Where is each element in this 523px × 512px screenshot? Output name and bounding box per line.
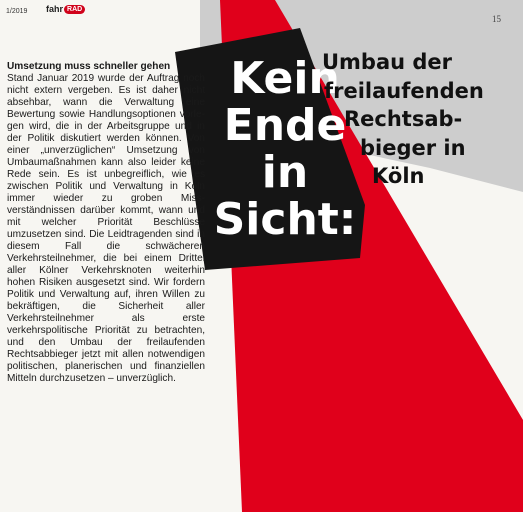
issue-number: 1/2019 [6, 8, 28, 15]
subheadline-line: bieger in [360, 135, 466, 160]
magazine-logo [46, 4, 85, 14]
subheadline-line: Köln [372, 164, 425, 188]
headline-line: in [261, 147, 309, 198]
headline-line: Sicht: [213, 194, 357, 245]
page-number: 15 [492, 14, 501, 24]
subheadline-line: Rechtsab- [344, 107, 463, 131]
headline-line: Kein [230, 53, 340, 104]
magazine-badge: RAD [64, 5, 85, 14]
article-body: Stand Januar 2019 wurde der Auftrag noch nicht extern vergeben. Es ist daher nicht absehbar, wann die Verwaltung eine Bewertung sowie Handlungsoptionen vorlegen wird, die in der Arbeitsgruppe und in der Politik diskutiert werden können. Von einer „unverzüglichen“ Umsetzung von Umbaumaßnahmen kann also leider keine Rede sein. Es ist unbegreiflich, wie es zwischen Politik und Verwaltung in Köln immer wieder zu groben Missverständnissen darüber kommt, wann und mit welcher Priorität Beschlüsse umzusetzen sind. Die Leidtragenden sind in diesem Fall die schwächeren Verkehrsteilnehmer, die bei einem Drittel aller Kölner Verkehrsknoten weiterhin hohen Risiken ausgesetzt sind. Wir fordern Politik und Verwaltung auf, ihren Willen zu bekräftigen, die Sicherheit aller Verkehrsteilnehmer als erste verkehrspolitische Priorität zu betrachten, und den Umbau der freilaufenden Rechtsabbieger jetzt mit allen notwendigen politischen, planerischen und finanziellen Mitteln durchzusetzen – unverzüglich. [7, 73, 205, 384]
article-heading: Umsetzung muss schneller gehen [7, 61, 171, 72]
article-column [7, 61, 205, 385]
subheadline-line: Umbau der [322, 50, 453, 74]
headline-line: Ende [223, 100, 347, 151]
magazine-prefix: fahr [46, 4, 64, 14]
subheadline [322, 48, 522, 191]
subheadline-line: freilaufenden [324, 78, 484, 103]
